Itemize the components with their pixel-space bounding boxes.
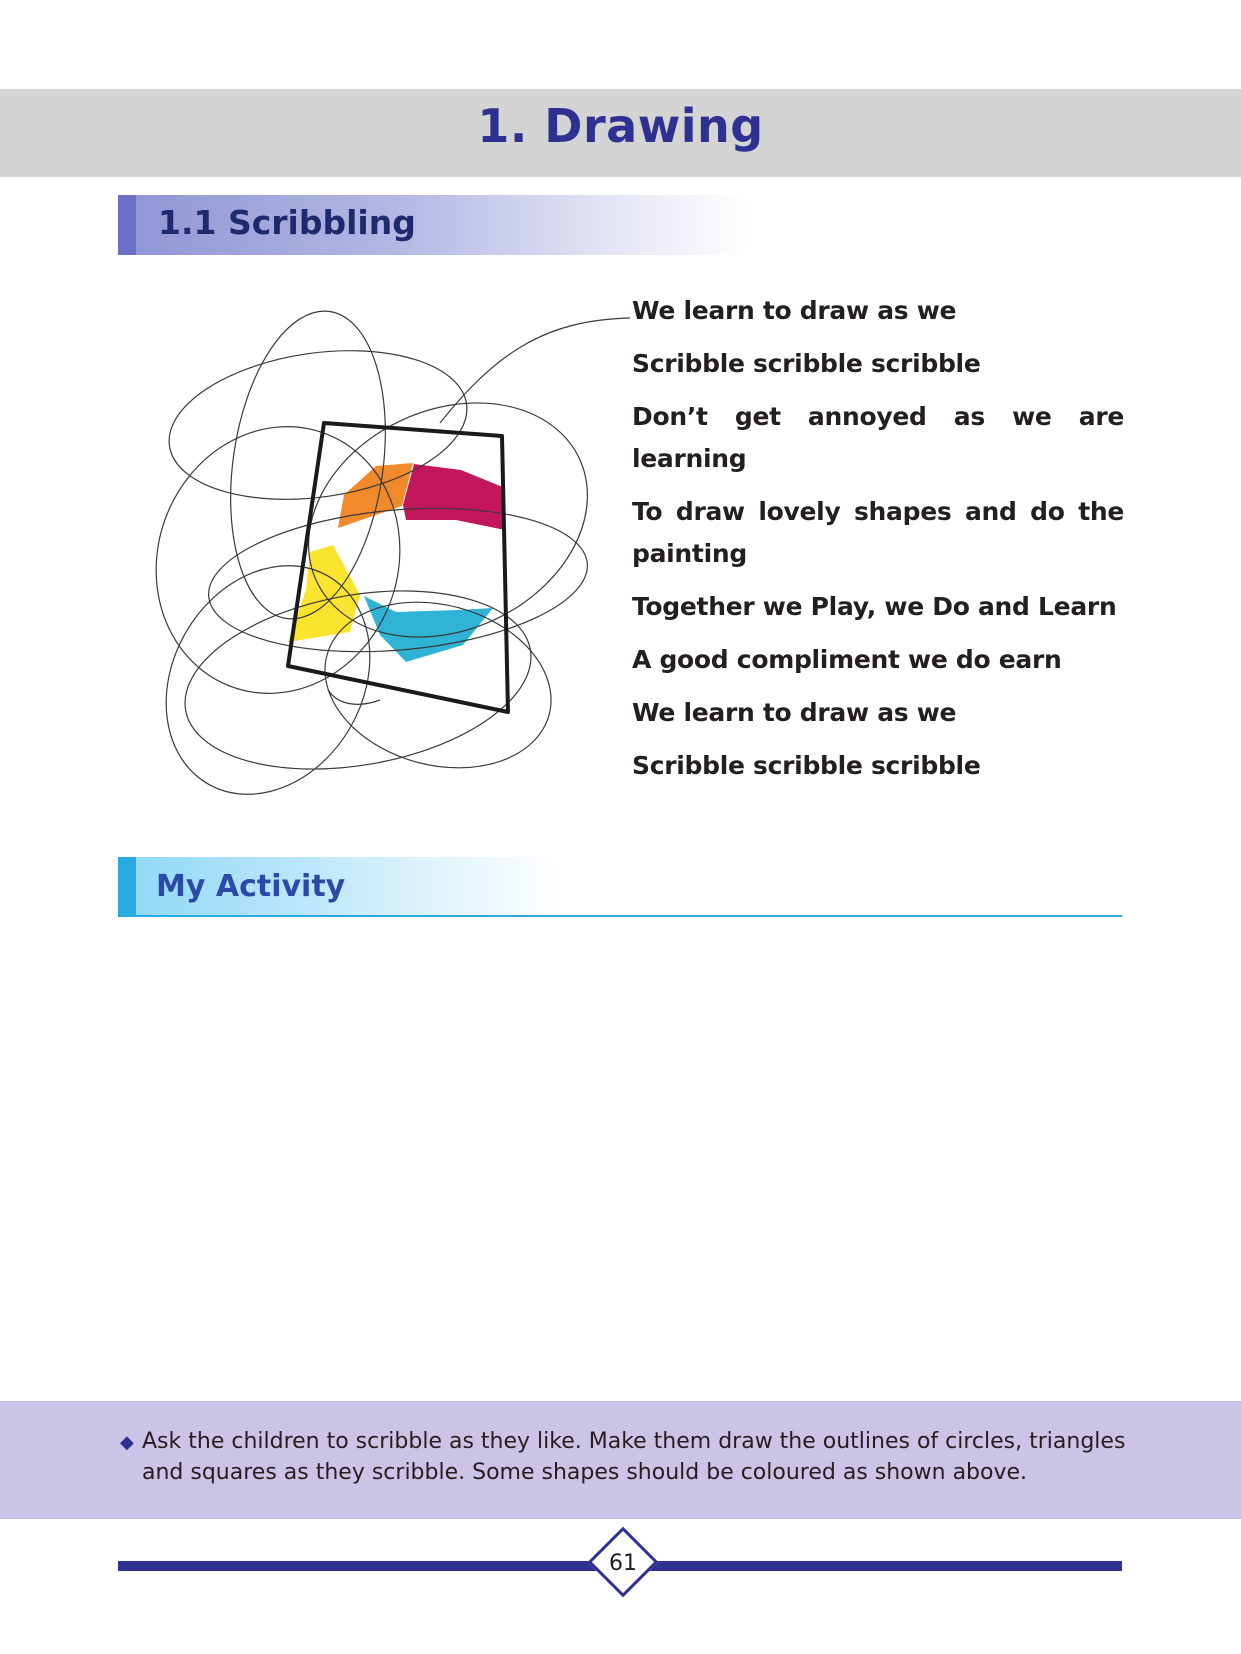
scribble-loop [119, 392, 437, 728]
scribble-illustration [118, 290, 638, 820]
scribble-tail [328, 690, 380, 704]
scribble-loop [126, 529, 411, 820]
section-title: 1.1 Scribbling [158, 203, 416, 242]
chapter-title: 1. Drawing [477, 99, 764, 153]
section-header [118, 195, 748, 255]
poem-line: We learn to draw as we [632, 698, 957, 727]
activity-accent [118, 857, 136, 917]
activity-title: My Activity [156, 869, 346, 904]
poem-line: Don’t get annoyed as we are learning [632, 402, 1124, 473]
poem-line: We learn to draw as we [632, 296, 957, 325]
activity-header [118, 857, 558, 917]
poem-line: Scribble scribble scribble [632, 751, 981, 780]
poem-line: Scribble scribble scribble [632, 349, 981, 378]
poem-line: A good compliment we do earn [632, 645, 1062, 674]
poem-line: Together we Play, we Do and Learn [632, 592, 1117, 621]
activity-divider [118, 915, 1122, 917]
poem [632, 290, 1124, 798]
diamond-bullet-icon: ◆ [120, 1432, 134, 1453]
teacher-note-text: Ask the children to scribble as they like. Make them draw the outlines of circles, triangles and squares as they scribble. Some shapes should be coloured as shown above. [142, 1429, 1126, 1485]
magenta-region [403, 464, 505, 530]
page-number: 61 [609, 1551, 637, 1576]
poem-line: To draw lovely shapes and do the painting [632, 497, 1124, 568]
section-accent [118, 195, 136, 255]
scribble-tail [440, 318, 630, 423]
